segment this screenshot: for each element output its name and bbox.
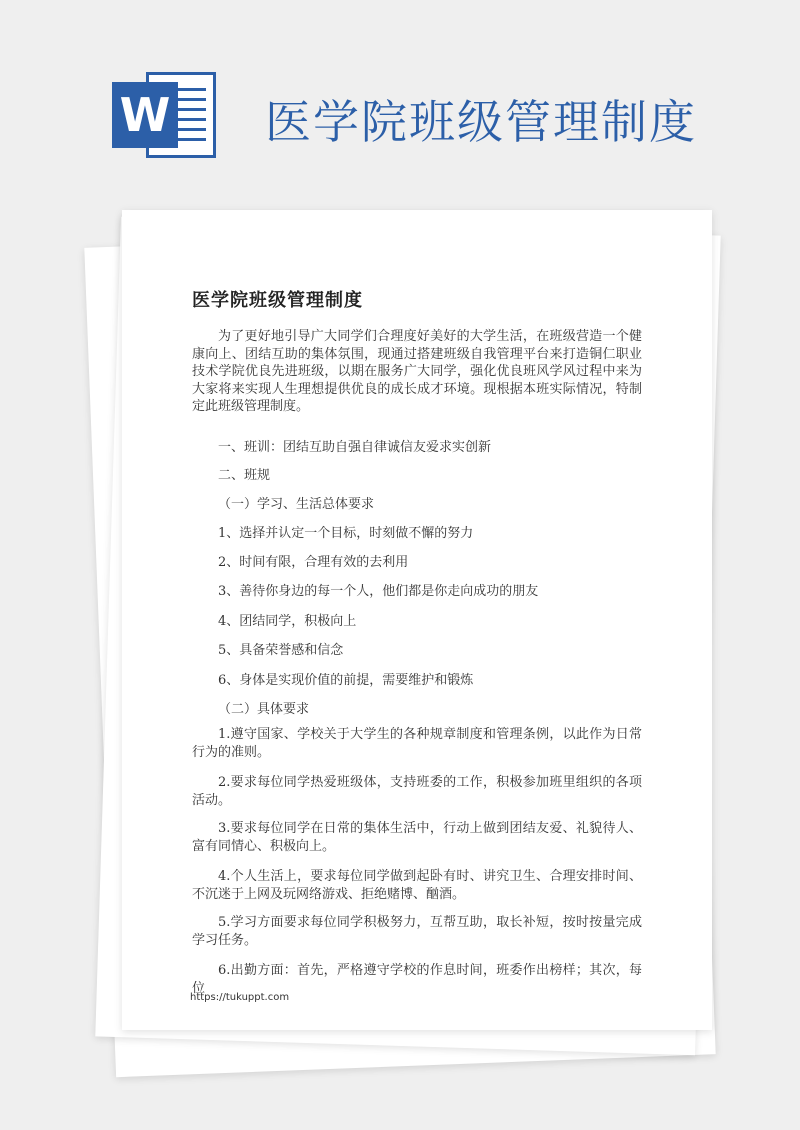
document-page (122, 210, 712, 1030)
specific-item: 6.出勤方面：首先，严格遵守学校的作息时间，班委作出榜样；其次，每位 (192, 963, 642, 996)
specific-item: 5.学习方面要求每位同学积极努力，互帮互助，取长补短，按时按量完成学习任务。 (192, 915, 642, 948)
section-rules: 二、班规 (218, 468, 271, 483)
intro-paragraph: 为了更好地引导广大同学们合理度好美好的大学生活，在班级营造一个健康向上、团结互助的集体氛围，现通过搭建班级自我管理平台来打造铜仁职业技术学院优良先进班级，以期在服务广大同学，强化优良班风学风过程中来为大家将来实现人生理想提供优良的成长成才环境。现根据本班实际情况，特制定此班级管理制度。 (192, 329, 642, 414)
general-item: 6、身体是实现价值的前提，需要维护和锻炼 (218, 673, 474, 688)
subsection-specific: （二）具体要求 (218, 702, 310, 717)
footer-url: https://tukuppt.com (190, 992, 290, 1003)
specific-item: 3.要求每位同学在日常的集体生活中，行动上做到团结友爱、礼貌待人、富有同情心、积极向上。 (192, 821, 642, 854)
header-banner (0, 0, 800, 210)
general-item: 1、选择并认定一个目标，时刻做不懈的努力 (218, 526, 474, 541)
subsection-general: （一）学习、生活总体要求 (218, 497, 375, 512)
general-item: 5、具备荣誉感和信念 (218, 643, 344, 658)
banner-title: 医学院班级管理制度 (265, 95, 697, 149)
specific-item: 4.个人生活上，要求每位同学做到起卧有时、讲究卫生、合理安排时间、不沉迷于上网及玩网络游戏、拒绝赌博、酗酒。 (192, 869, 642, 902)
word-document-icon (112, 72, 216, 158)
document-title: 医学院班级管理制度 (192, 290, 363, 311)
general-item: 3、善待你身边的每一个人，他们都是你走向成功的朋友 (218, 584, 539, 599)
section-motto: 一、班训：团结互助自强自律诚信友爱求实创新 (218, 440, 492, 455)
general-item: 4、团结同学，积极向上 (218, 614, 357, 629)
specific-item: 2.要求每位同学热爱班级体，支持班委的工作，积极参加班里组织的各项活动。 (192, 775, 642, 808)
specific-item: 1.遵守国家、学校关于大学生的各种规章制度和管理条例，以此作为日常行为的准则。 (192, 727, 642, 760)
word-logo-letter: W (112, 82, 178, 148)
general-item: 2、时间有限，合理有效的去利用 (218, 555, 409, 570)
